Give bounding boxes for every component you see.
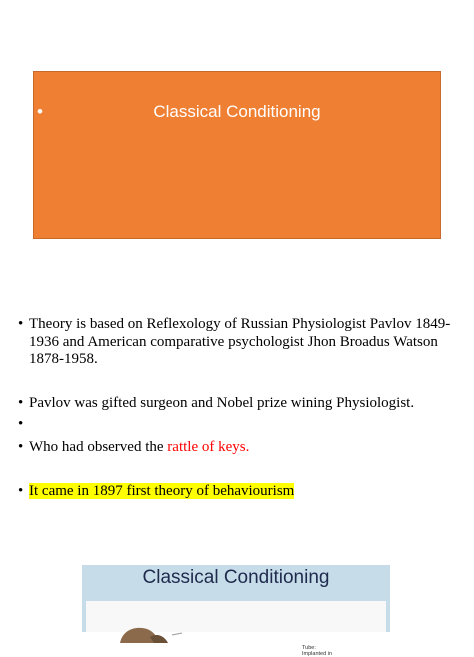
tube-label-line-1: Tube: <box>302 645 316 651</box>
bullet-text-red: rattle of keys. <box>167 439 250 455</box>
title-box <box>33 71 441 239</box>
bullet-text: Pavlov was gifted surgeon and Nobel prize wining Physiologist. <box>29 395 415 411</box>
bullet-marker: • <box>18 416 24 432</box>
bullet-item-behaviourism <box>18 483 463 501</box>
slide-title: Classical Conditioning <box>153 102 321 121</box>
bullet-text <box>29 439 463 457</box>
bullet-text: Theory is based on Reflexology of Russian Physiologist Pavlov 1849-1936 and American comparative psychologist Jhon Broadus Watson 1878-1958. <box>29 316 451 367</box>
bullet-text-highlight: It came in 1897 first theory of behaviourism <box>29 483 295 499</box>
tube-label-line-2: Implanted in <box>302 651 332 657</box>
tube-label <box>302 645 332 657</box>
bullet-marker: • <box>18 316 24 332</box>
bullet-item-rattle <box>18 439 463 457</box>
classical-conditioning-image <box>82 565 390 657</box>
image-title: Classical Conditioning <box>142 567 330 588</box>
bullet-marker: • <box>18 439 24 455</box>
dog-illustration-icon <box>116 623 196 643</box>
bullet-text <box>29 483 463 501</box>
bullet-text-plain: Who had observed the <box>29 439 168 455</box>
bullet-item-pavlov <box>18 395 463 413</box>
bullet-marker: • <box>18 483 24 499</box>
title-bullet: • <box>37 102 43 121</box>
bullet-marker: • <box>18 395 24 411</box>
bullet-item-theory <box>18 316 463 369</box>
image-panel <box>86 601 386 657</box>
